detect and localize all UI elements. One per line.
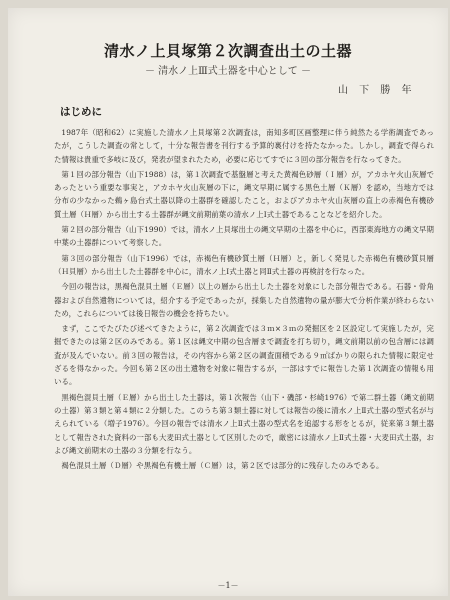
page-subtitle: － 清水ノ上Ⅲ式土器を中心として － (144, 66, 311, 77)
paragraph: 第２回の部分報告（山下1990）では，清水ノ上貝塚出土の縄文早期の土器を中心に，西部東海地方の縄文早期中葉の土器群について考察した。 (54, 225, 434, 248)
section-heading: はじめに (60, 106, 102, 118)
paragraph: 黒褐色混貝土層（Ｅ層）から出土した土器は，第１次報告（山下・磯部・杉崎1976）で第二群土器（縄文前期の土器）第３類と第４類に２分類した。このうち第３類土器に対しては報告の後に清水ノ上Ⅱ式土器の型式名が与えられている（増子1976）。今回の報告では清水ノ上Ⅱ式土器の型式名を追認する形をとるが，従来第３類土器として報告された資料の一部も大麦田式土器として区別したので，厳密には清水ノ上Ⅱ式土器・大麦田式土器，および縄文前期末の土器の３分類を行なう。 (54, 392, 434, 455)
document-page (8, 8, 448, 596)
page-number: －1－ (217, 581, 239, 590)
author-name: 山 下 勝 年 (338, 85, 416, 96)
paragraph: 第１回の部分報告（山下1988）は，第１次調査で基盤層と考えた黄褐色砂層（Ｉ層）が，アカホヤ火山灰層であったという重要な事実と，アカホヤ火山灰層の下に，縄文早期に属する黒色土層（Ｋ層）を認め，当地方では分布の少なかった鵜ヶ島台式土器以降の土器群を確認したこと，およびアカホヤ火山灰層の直上の赤褐色有機砂質土層（Ｈ層）から出土する土器群が縄文前期前葉の清水ノ上Ⅰ式土器であることなどを紹介した。 (54, 169, 434, 219)
page-title: 清水ノ上貝塚第２次調査出土の土器 (103, 42, 352, 60)
paragraph: 褐色混貝土層（Ｄ層）や黒褐色有機土層（Ｃ層）は，第２区では部分的に残存したのみである。 (61, 461, 384, 471)
paragraph: 今回の報告は，黒褐色混貝土層（Ｅ層）以上の層から出土した土器を対象にした部分報告である。石器・骨角器および自然遺物については，紹介する予定であったが，採集した自然遺物の量が膨大で分析作業が終わらないため，これらについては後日報告の機会を持ちたい。 (54, 282, 434, 318)
paragraph: まず，ここでたびたび述べてきたように，第２次調査では３ｍ×３ｍの発掘区を２区設定して実施したが，完掘できたのは第２区のみである。第１区は縄文中期の包含層まで調査を打ち切り，縄文前期以前の包含層には調査が及んでいない。前３回の報告は，その内容から第２区の調査面積である９㎡ばかりの限られた情報に限定せざるを得なかった。今回も第２区の出土遺物を対象に報告するが，一部はすでに報告した第１次調査の情報も用いる。 (54, 324, 434, 387)
paragraph: 1987年（昭和62）に実施した清水ノ上貝塚第２次調査は，南知多町区画整理に伴う純然たる学術調査であったが，こうした調査の常として，十分な報告書を刊行する予算的裏付けを持たなかった。しかし，調査で得られた情報は貴重で多岐に及び，発表が望まれたため，必要に応じてすでに３回の部分報告を行なってきた。 (54, 128, 434, 164)
paragraph: 第３回の部分報告（山下1996）では，赤褐色有機砂質土層（Ｈ層）と，新しく発見した赤褐色有機砂質貝層（Ｈ貝層）から出土した土器群を中心に，清水ノ上Ⅰ式土器と同Ⅱ式土器の再検討を行なった。 (54, 253, 434, 276)
body-text (54, 126, 434, 474)
